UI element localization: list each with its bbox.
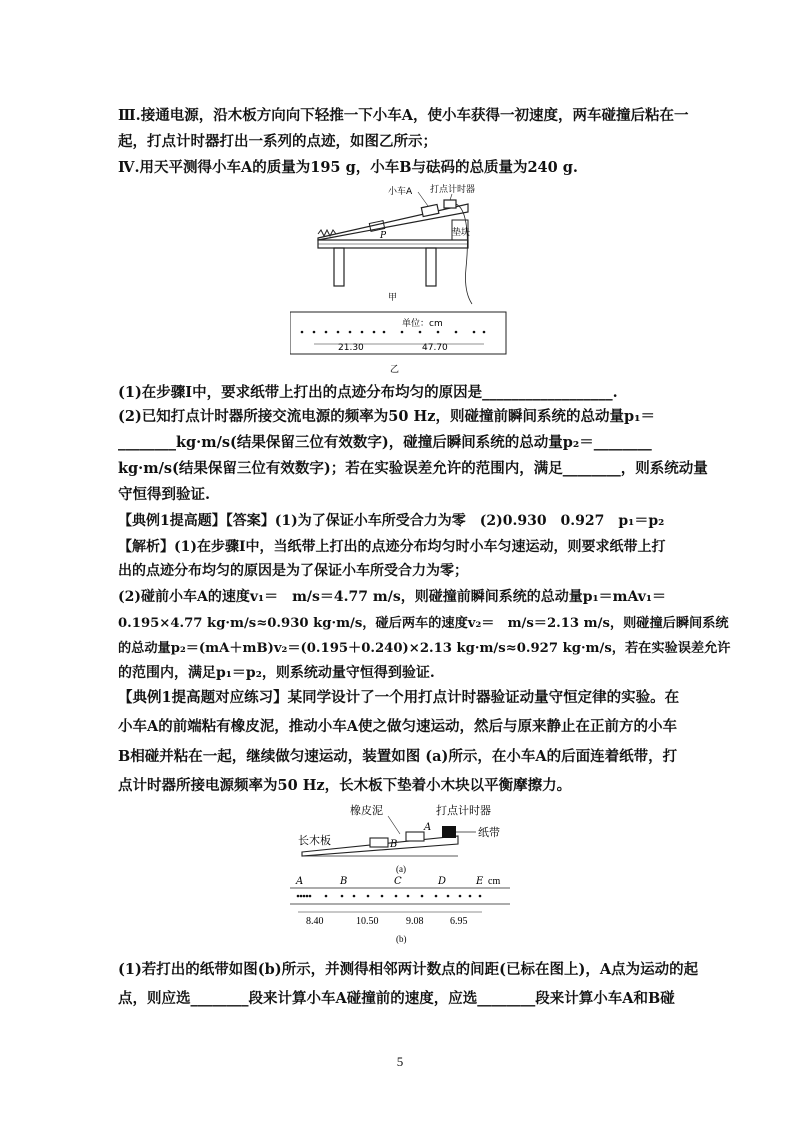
question-2-line1: (2)已知打点计时器所接交流电源的频率为50 Hz，则碰撞前瞬间系统的总动量p₁＝ — [118, 408, 655, 425]
analysis-line3: (2)碰前小车A的速度v₁＝ m/s＝4.77 m/s，则碰撞前瞬间系统的总动量p₁＝mAv₁＝ — [118, 589, 667, 605]
distance-cd: 9.08 — [406, 916, 424, 927]
distance-21-30: 21.30 — [338, 343, 364, 353]
caption-b: (b) — [396, 934, 407, 944]
analysis-line1: 【解析】(1)在步骤Ⅰ中，当纸带上打出的点迹分布均匀时小车匀速运动，则要求纸带上打 — [118, 539, 666, 555]
inclined-board — [318, 204, 471, 240]
car-b-label: B — [390, 839, 398, 850]
analysis-line2: 出的点迹分布均匀的原因是为了保证小车所受合力为零； — [118, 563, 468, 579]
tape-dot — [306, 895, 309, 898]
tape-dot — [341, 895, 344, 898]
point-d: D — [438, 876, 447, 887]
tape-dot — [473, 331, 476, 334]
block-label: 垫块 — [452, 228, 471, 238]
tape-dot — [469, 895, 472, 898]
tape-dot — [381, 895, 384, 898]
analysis-line4: 0.195×4.77 kg·m/s≈0.930 kg·m/s，碰后两车的速度v₂＝ m/s＝2.13 m/s，则碰撞后瞬间系统 — [118, 616, 729, 631]
tape-dot — [367, 895, 370, 898]
tape-dot — [309, 895, 312, 898]
page-number: 5 — [396, 1054, 404, 1069]
tape-dot — [297, 895, 300, 898]
unit-cm: cm — [488, 876, 501, 887]
distance-ab: 8.40 — [306, 916, 324, 927]
analysis-line5: 的总动量p₂＝(mA＋mB)v₂＝(0.195＋0.240)×2.13 kg·m/s≈0.927 kg·m/s，若在实验误差允许 — [118, 641, 731, 656]
tape-dot — [325, 331, 328, 334]
tape-dot — [483, 331, 486, 334]
tape-dot — [455, 331, 458, 334]
timer-label: 打点计时器 — [430, 185, 476, 195]
tape-dot — [325, 895, 328, 898]
board-label: 长木板 — [298, 834, 331, 847]
tape-dot — [421, 895, 424, 898]
exercise-line4: 点计时器所接电源频率为50 Hz，长木板下垫着小木块以平衡摩擦力。 — [118, 777, 572, 794]
car-b-icon-2 — [370, 838, 388, 847]
distance-bc: 10.50 — [356, 916, 379, 927]
timer-label-b: 打点计时器 — [436, 804, 491, 817]
exercise-line1: 【典例1提高题对应练习】某同学设计了一个用打点计时器验证动量守恒定律的实验。在 — [118, 689, 680, 706]
tape-dot — [337, 331, 340, 334]
tape-dot — [303, 895, 306, 898]
tape-dot — [300, 895, 303, 898]
figure-jia-yi — [290, 178, 520, 378]
timer-icon-2 — [442, 826, 456, 838]
tape-dot — [301, 331, 304, 334]
tape-yi-dots — [301, 331, 486, 334]
tape-dot — [459, 895, 462, 898]
tape-dot — [349, 331, 352, 334]
step3-line1: Ⅲ.接通电源，沿木板方向向下轻推一下小车A，使小车获得一初速度，两车碰撞后粘在一 — [118, 107, 689, 124]
paper-tape — [456, 204, 472, 304]
tape-dot — [401, 331, 404, 334]
question-2-line3: kg·m/s(结果保留三位有效数字)；若在实验误差允许的范围内，满足________，则系统动量 — [118, 460, 708, 477]
p-label: P — [380, 231, 387, 241]
car-a-label-2: A — [424, 822, 432, 833]
car-a-icon-2 — [406, 832, 424, 841]
exercise-question-1-line2: 点，则应选________段来计算小车A碰撞前的速度，应选________段来计算小车A和B碰 — [118, 990, 675, 1007]
point-e: E — [476, 876, 484, 887]
step4-line: Ⅳ.用天平测得小车A的质量为195 g，小车B与砝码的总质量为240 g. — [118, 159, 578, 176]
tape-dot — [435, 895, 438, 898]
tape-dot — [407, 895, 410, 898]
point-b: B — [340, 876, 348, 887]
tape-dot — [383, 331, 386, 334]
tape-dot — [373, 331, 376, 334]
tape-dot — [353, 895, 356, 898]
exercise-line2: 小车A的前端粘有橡皮泥，推动小车A使之做匀速运动，然后与原来静止在正前方的小车 — [118, 718, 677, 735]
figure-a-b — [290, 800, 520, 948]
analysis-line6: 的范围内，满足p₁＝p₂，则系统动量守恒得到验证. — [118, 665, 435, 681]
timer-icon — [444, 200, 456, 208]
caption-a: (a) — [396, 864, 406, 874]
tape-label: 纸带 — [478, 826, 500, 839]
caption-yi: 乙 — [390, 365, 400, 375]
tape-dot — [479, 895, 482, 898]
point-c: C — [394, 876, 402, 887]
step3-line2: 起，打点计时器打出一系列的点迹，如图乙所示； — [118, 133, 437, 150]
car-a-icon — [421, 204, 439, 216]
tape-dot — [419, 331, 422, 334]
caption-jia: 甲 — [388, 293, 398, 303]
table-leg-left — [334, 248, 344, 286]
answer-line: 【典例1提高题】【答案】(1)为了保证小车所受合力为零 (2)0.930 0.927 p₁＝p₂ — [118, 513, 665, 529]
tape-dot — [313, 331, 316, 334]
tape-dot — [437, 331, 440, 334]
tape-b-dots — [297, 895, 482, 898]
question-2-line2: ________kg·m/s(结果保留三位有效数字)，碰撞后瞬间系统的总动量p₂＝________ — [118, 434, 652, 451]
tape-dot — [395, 895, 398, 898]
distance-47-70: 47.70 — [422, 343, 448, 353]
exercise-line3: B相碰并粘在一起，继续做匀速运动，装置如图 (a)所示，在小车A的后面连着纸带，打 — [118, 748, 678, 765]
exercise-question-1-line1: (1)若打出的纸带如图(b)所示，并测得相邻两计数点的间距(已标在图上)，A点为运动的起 — [118, 961, 699, 978]
tape-dot — [447, 895, 450, 898]
tape-dot — [361, 331, 364, 334]
car-a-label: 小车A — [388, 187, 413, 197]
question-2-line4: 守恒得到验证. — [118, 486, 211, 503]
question-1: (1)在步骤Ⅰ中，要求纸带上打出的点迹分布均匀的原因是__________________. — [118, 384, 618, 401]
putty-label: 橡皮泥 — [350, 804, 383, 817]
point-a: A — [296, 876, 304, 887]
distance-de: 6.95 — [450, 916, 468, 927]
unit-label: 单位：cm — [402, 319, 443, 329]
table-leg-right — [426, 248, 436, 286]
